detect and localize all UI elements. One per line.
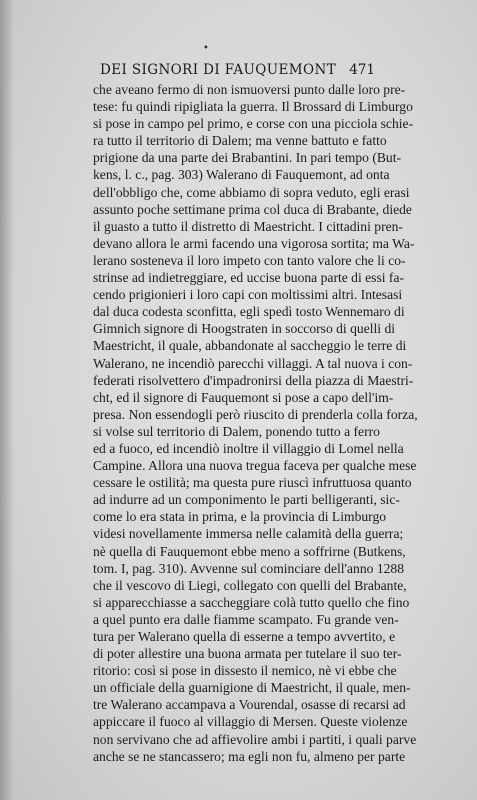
text-line: assunto poche settimane prima col duca di Brabante, diede: [93, 201, 412, 217]
text-line: ad indurre ad un componimento le parti belligeranti, sic-: [93, 492, 400, 508]
text-line: a quel punto era dalle fiamme scampato. Fu grande ven-: [93, 611, 399, 627]
text-line: il guasto a tutto il distretto di Maestricht. I cittadini pren-: [93, 218, 403, 234]
text-line: appiccare il fuoco al villaggio di Mersen. Queste violenze: [93, 714, 408, 730]
text-line: tese: fu quindi ripigliata la guerra. Il Brossard di Limburgo: [93, 99, 413, 115]
text-line: tom. I, pag. 310). Avvenne sul cominciare dell'anno 1288: [93, 560, 405, 576]
page-number: 471: [349, 62, 375, 78]
text-line: Walerano, ne incendiò parecchi villaggi. A tal nuova i con-: [93, 355, 413, 371]
text-line: presa. Non essendogli però riuscito di prenderla colla forza,: [93, 406, 418, 422]
text-line: si volse sul territorio di Dalem, ponendo tutto a ferro: [93, 423, 380, 439]
text-line: si apparecchiasse a saccheggiare colà tutto quello che fino: [93, 594, 410, 610]
text-line: che aveano fermo di non ismuoversi punto dalle loro pre-: [93, 82, 406, 97]
text-line: Campine. Allora una nuova tregua faceva per qualche mese: [93, 458, 417, 474]
text-line: ed a fuoco, ed incendiò inoltre il villaggio di Lomel nella: [93, 440, 404, 456]
text-line: che il vescovo di Liegi, collegato con quelli del Brabante,: [93, 577, 407, 593]
text-line: federati risolvettero d'impadronirsi della piazza di Maestri-: [93, 372, 414, 388]
text-line: di poter allestire una buona armata per tutelare il suo ter-: [93, 646, 402, 662]
text-line: anche se ne stancassero; ma egli non fu, almeno per parte: [93, 748, 406, 764]
printer-mark: •: [203, 43, 209, 54]
text-line: ritorio: così si pose in dissesto il nemico, nè vi ebbe che: [93, 663, 397, 679]
page-edge-shadow: [0, 0, 14, 800]
text-line: un officiale della guarnigione di Maestricht, il quale, men-: [93, 680, 411, 696]
text-line: si pose in campo pel primo, e corse con una picciola schie-: [93, 116, 414, 132]
text-line: dal duca codesta sconfitta, egli spedì tosto Wennemaro di: [93, 304, 405, 320]
body-text: [93, 81, 418, 765]
text-line: dell'obbligo che, come abbiamo di sopra veduto, egli erasi: [93, 184, 410, 200]
page-header: [100, 62, 375, 82]
running-title: DEI SIGNORI DI FAUQUEMONT: [100, 62, 337, 78]
text-line: devano allora le armi facendo una vigorosa sortita; ma Wa-: [93, 235, 415, 251]
text-line: lerano sosteneva il loro impeto con tanto valore che li co-: [93, 252, 406, 268]
text-line: nè quella di Fauquemont ebbe meno a soffrirne (Butkens,: [93, 543, 406, 559]
text-line: ra tutto il territorio di Dalem; ma venne battuto e fatto: [93, 133, 387, 149]
text-line: strinse ad indietreggiare, ed uccise buona parte di essi fa-: [93, 270, 405, 286]
text-line: come lo era stata in prima, e la provincia di Limburgo: [93, 509, 387, 525]
text-line: videsi novellamente immersa nelle calamità della guerra;: [93, 526, 404, 542]
text-line: cht, ed il signore di Fauquemont si pose a capo dell'im-: [93, 389, 394, 405]
text-line: tre Walerano accampava a Vourendal, osasse di recarsi ad: [93, 697, 406, 713]
text-line: tura per Walerano quella di esserne a tempo avvertito, e: [93, 629, 396, 644]
text-line: prigione da una parte dei Brabantini. In pari tempo (But-: [93, 150, 402, 166]
text-line: Maestricht, il quale, abbandonate al saccheggio le terre di: [93, 338, 407, 354]
text-line: cessare le ostilità; ma questa pure riuscì infruttuosa quanto: [93, 475, 412, 491]
text-line: kens, l. c., pag. 303) Walerano di Fauquemont, ad onta: [93, 167, 390, 183]
text-line: Gimnich signore di Hoogstraten in soccorso di quelli di: [93, 321, 396, 337]
text-line: non servivano che ad affievolire ambi i partiti, i quali parve: [93, 731, 417, 747]
text-line: cendo prigionieri i loro capi con moltissimi altri. Intesasi: [93, 287, 403, 303]
